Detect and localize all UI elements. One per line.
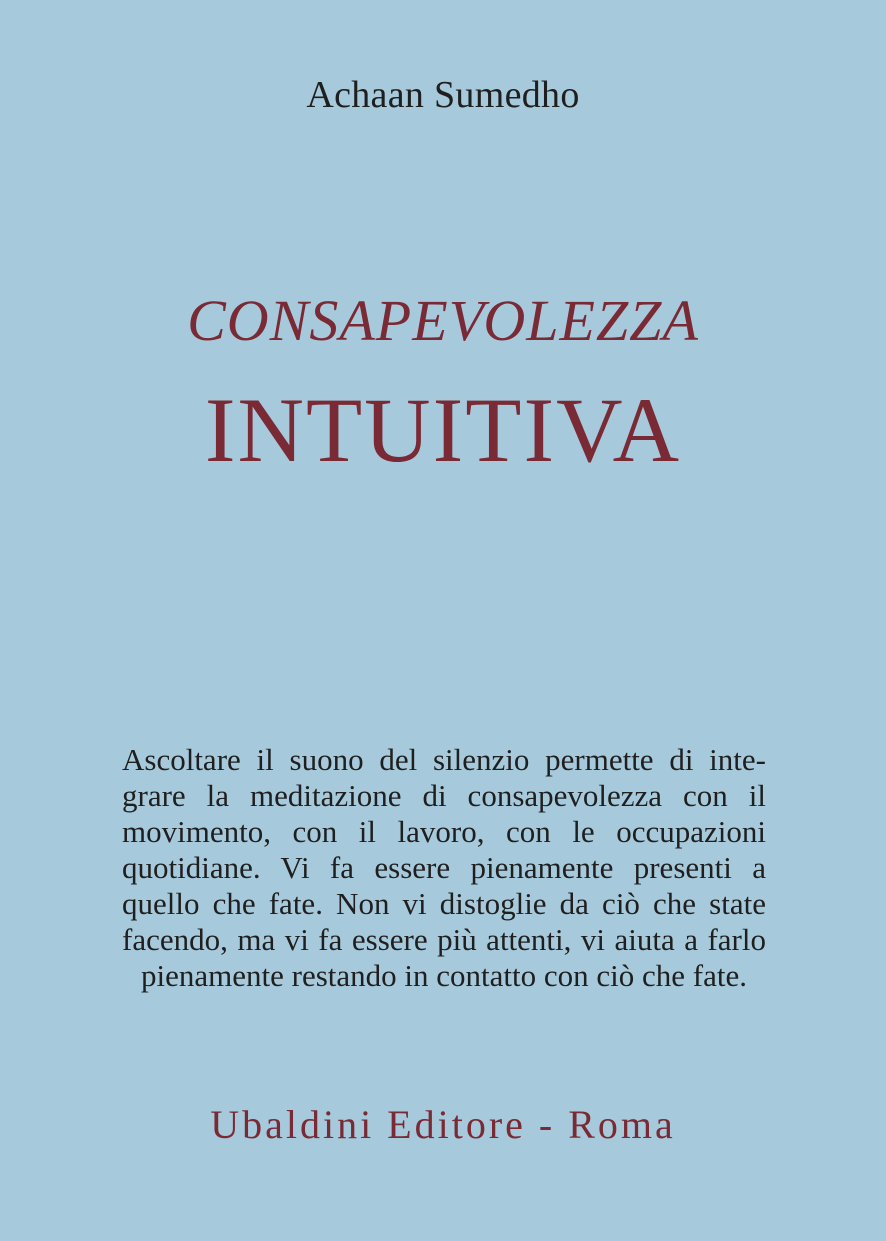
author-name: Achaan Sumedho xyxy=(306,74,580,116)
blurb-line: movimento, con il lavoro, con le occupazioni xyxy=(122,814,766,849)
blurb-line: facendo, ma vi fa essere più attenti, vi aiuta a farlo xyxy=(122,922,766,957)
blurb-line: quello che fate. Non vi distoglie da ciò che state xyxy=(122,886,766,921)
blurb-line: grare la meditazione di consapevolezza con il xyxy=(122,778,766,813)
blurb-line: Ascoltare il suono del silenzio permette di inte- xyxy=(122,742,766,777)
blurb-line: quotidiane. Vi fa essere pienamente presenti a xyxy=(122,850,766,885)
title-line-2: INTUITIVA xyxy=(204,379,682,481)
title-line-1: CONSAPEVOLEZZA xyxy=(187,288,699,353)
blurb-line: pienamente restando in contatto con ciò che fate. xyxy=(141,958,747,993)
blurb-paragraph xyxy=(122,742,766,994)
publisher-name: Ubaldini Editore - Roma xyxy=(210,1102,676,1147)
